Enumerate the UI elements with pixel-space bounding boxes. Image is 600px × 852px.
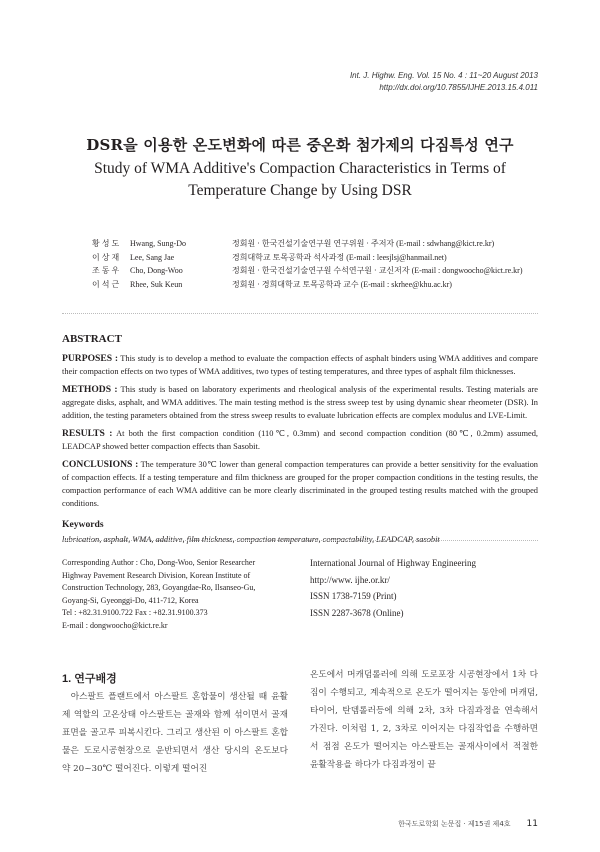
abstract-heading: ABSTRACT [62,333,122,345]
journal-volume-line: Int. J. Highw. Eng. Vol. 15 No. 4 : 11~20 August 2013 [349,71,538,80]
author-name-ko: 이 석 근 [92,279,120,289]
abstract-results [62,427,538,453]
korean-title: DSR을 이용한 온도변화에 따른 중온화 첨가제의 다짐특성 연구 [86,136,514,154]
author-list [92,237,523,291]
author-row [92,237,523,251]
author-affiliation: 경희대학교 토목공학과 석사과정 (E-mail : leesjlsj@hanmail.net) [232,252,447,262]
divider-bottom [62,540,538,541]
author-row [92,278,523,292]
section-heading: 1. 연구배경 [62,673,117,685]
methods-text: This study is based on laboratory experiments and rheological analysis of the experimental results. Testing materials are aggregate disks, asphalt, and WMA additives. The main testing method is the stress sweep test by using dynamic shear rheometer (DSR). In addition, the testing parameters obtained from the stress sweep results to evaluate lubrication effects are complex modulus and LVE-Limit. [62,385,539,420]
body-column-right [310,666,538,774]
keywords-heading: Keywords [62,519,104,530]
methods-label: METHODS : [62,384,118,395]
corresponding-line: Construction Technology, 283, Goyangdae-Ro, Ilsanseo-Gu, [62,583,256,593]
corresponding-email[interactable]: E-mail : dongwoocho@kict.re.kr [62,620,168,630]
author-row [92,251,523,265]
journal-name: International Journal of Highway Engineering [310,558,476,568]
body-paragraph: 아스팔트 플랜트에서 아스팔트 혼합물이 생산될 때 윤활제 역할의 고온상태 아스팔트는 골재와 함께 섞이면서 골재 표면을 골고루 피복시킨다. 그리고 생산된 이 아스팔트 혼합물은 도로시공현장으로 운반되면서 생산 당시의 온도보다 약 20~30℃ 떨어진다. 이렇게 떨어진 [62,692,288,774]
author-affiliation: 정회원 · 경희대학교 토목공학과 교수 (E-mail : skrhee@khu.ac.kr) [232,279,452,289]
journal-citation [350,70,538,94]
journal-url[interactable]: http://www. ijhe.or.kr/ [310,574,390,585]
results-label: RESULTS : [62,428,113,439]
issn-print: ISSN 1738-7159 (Print) [310,591,397,601]
abstract-purposes [62,352,538,378]
body-column-left [62,688,288,778]
author-affiliation: 정회원 · 한국건설기술연구원 연구위원 · 주저자 (E-mail : sdwhang@kict.re.kr) [232,239,495,248]
author-name-en: Rhee, Suk Keun [130,279,183,289]
author-name-en: Cho, Dong-Woo [130,266,183,275]
page-number: 11 [526,819,538,829]
issn-online: ISSN 2287-3678 (Online) [310,607,404,618]
journal-info [310,555,476,621]
doi-link[interactable]: http://dx.doi.org/10.7855/IJHE.2013.15.4.011 [379,83,538,92]
body-paragraph: 온도에서 머캐덤롤러에 의해 도로포장 시공현장에서 1차 다짐이 수행되고, 계속적으로 온도가 떨어지는 동안에 머캐덤, 타이어, 탄뎀롤러등에 의해 2차, 3차 다짐과정을 연속해서 가진다. 이처럼 1, 2, 3차로 이어지는 다짐작업을 수행하면서 점점 온도가 떨어지는 아스팔트는 골재사이에서 적절한 윤활작용을 하다가 다짐과정이 끝 [310,670,538,770]
corresponding-author [62,557,290,633]
conclusions-text: The temperature 30℃ lower than general compaction temperatures can provide a better sensitivity for the evaluation of compaction effects. If a testing temperature and film thickness are grouped for the proper compaction conditions in the testing results, the compaction performance of each WMA additive can be more clearly discriminated in the grouped testing results matched with the grouped conditions. [62,460,538,508]
english-title: Study of WMA Additive's Compaction Characteristics in Terms of Temperature Change by Using DSR [94,160,506,199]
corresponding-line: Corresponding Author : Cho, Dong-Woo, Senior Researcher [62,558,256,567]
author-name-en: Lee, Sang Jae [130,252,175,262]
divider-top [62,313,538,314]
purposes-label: PURPOSES : [62,353,119,364]
corresponding-line: Highway Pavement Research Division, Korean Institute of [62,570,251,580]
abstract-section [62,333,538,546]
author-name-ko: 황 성 도 [92,239,120,248]
corresponding-line: Goyang-Si, Gyeonggi-Do, 411-712, Korea [62,595,199,605]
abstract-methods [62,383,538,422]
author-name-ko: 조 동 우 [92,266,120,275]
keywords-list: lubrication, asphalt, WMA, additive, film thickness, compaction temperature, compactability, LEADCAP, sasobit [62,535,440,544]
author-name-en: Hwang, Sung-Do [130,239,186,248]
author-name-ko: 이 상 재 [92,252,120,262]
author-row [92,264,523,278]
corresponding-line: Tel : +82.31.9100.722 Fax : +82.31.9100.373 [62,608,208,618]
footer-journal: 한국도로학회 논문집 · 제15권 제4호 [398,820,511,828]
page-footer [398,819,538,829]
abstract-conclusions [62,458,538,510]
author-affiliation: 정회원 · 한국건설기술연구원 수석연구원 · 교신저자 (E-mail : dongwoocho@kict.re.kr) [232,266,523,275]
purposes-text: This study is to develop a method to evaluate the compaction effects of asphalt binders using WMA additives and compare their compaction effects on two types of WMA additives, two types of testing temperatures, and three types of asphalt film thicknesses. [62,354,538,376]
conclusions-label: CONCLUSIONS : [62,459,139,470]
results-text: At both the first compaction condition (110℃, 0.3mm) and second compaction condition (80℃, 0.2mm) assumed, LEADCAP showed better compaction effects than Sasobit. [62,429,538,451]
